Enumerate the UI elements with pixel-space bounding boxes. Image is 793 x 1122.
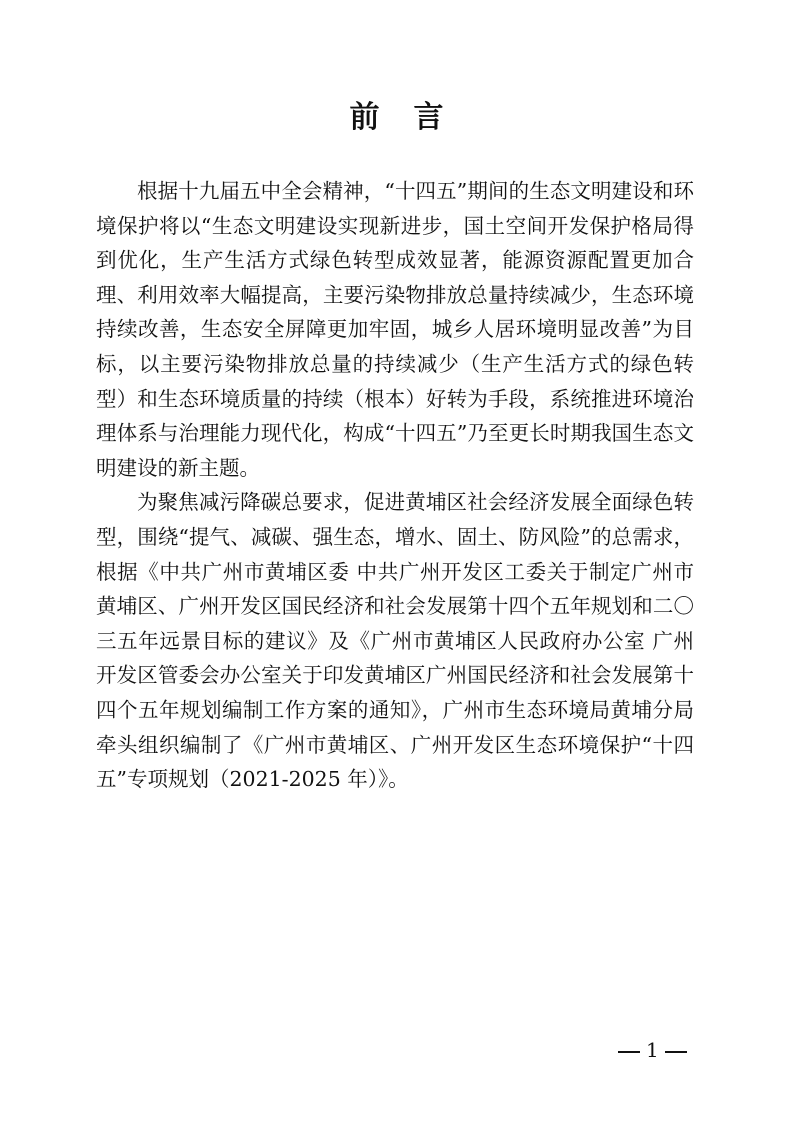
body-text [96,174,694,797]
page-number-dash-left [618,1051,640,1053]
title-char-2: 言 [413,100,444,135]
page-number-dash-right [665,1051,687,1053]
page-title [0,96,793,140]
title-char-1: 前 [349,100,380,135]
paragraph-2: 为聚焦减污降碳总要求，促进黄埔区社会经济发展全面绿色转型，围绕“提气、减碳、强生态，增水、固土、防风险”的总需求，根据《中共广州市黄埔区委 中共广州开发区工委关于制定广州市黄埔区、广州开发区国民经济和社会发展第十四个五年规划和二〇三五年远景目标的建议》及《广州市黄埔区人民政府办公室 广州开发区管委会办公室关于印发黄埔区广州国民经济和社会发展第十四个五年规划编制工作方案的通知》，广州市生态环境局黄埔分局牵头组织编制了《广州市黄埔区、广州开发区生态环境保护“十四五”专项规划（2021-2025 年）》。 [96,490,694,792]
page-number [612,1036,693,1064]
page-number-value: 1 [646,1038,659,1062]
paragraph-1: 根据十九届五中全会精神，“十四五”期间的生态文明建设和环境保护将以“生态文明建设实现新进步，国土空间开发保护格局得到优化，生产生活方式绿色转型成效显著，能源资源配置更加合理、利用效率大幅提高，主要污染物排放总量持续减少，生态环境持续改善，生态安全屏障更加牢固，城乡人居环境明显改善”为目标，以主要污染物排放总量的持续减少（生产生活方式的绿色转型）和生态环境质量的持续（根本）好转为手段，系统推进环境治理体系与治理能力现代化，构成“十四五”乃至更长时期我国生态文明建设的新主题。 [96,179,694,480]
